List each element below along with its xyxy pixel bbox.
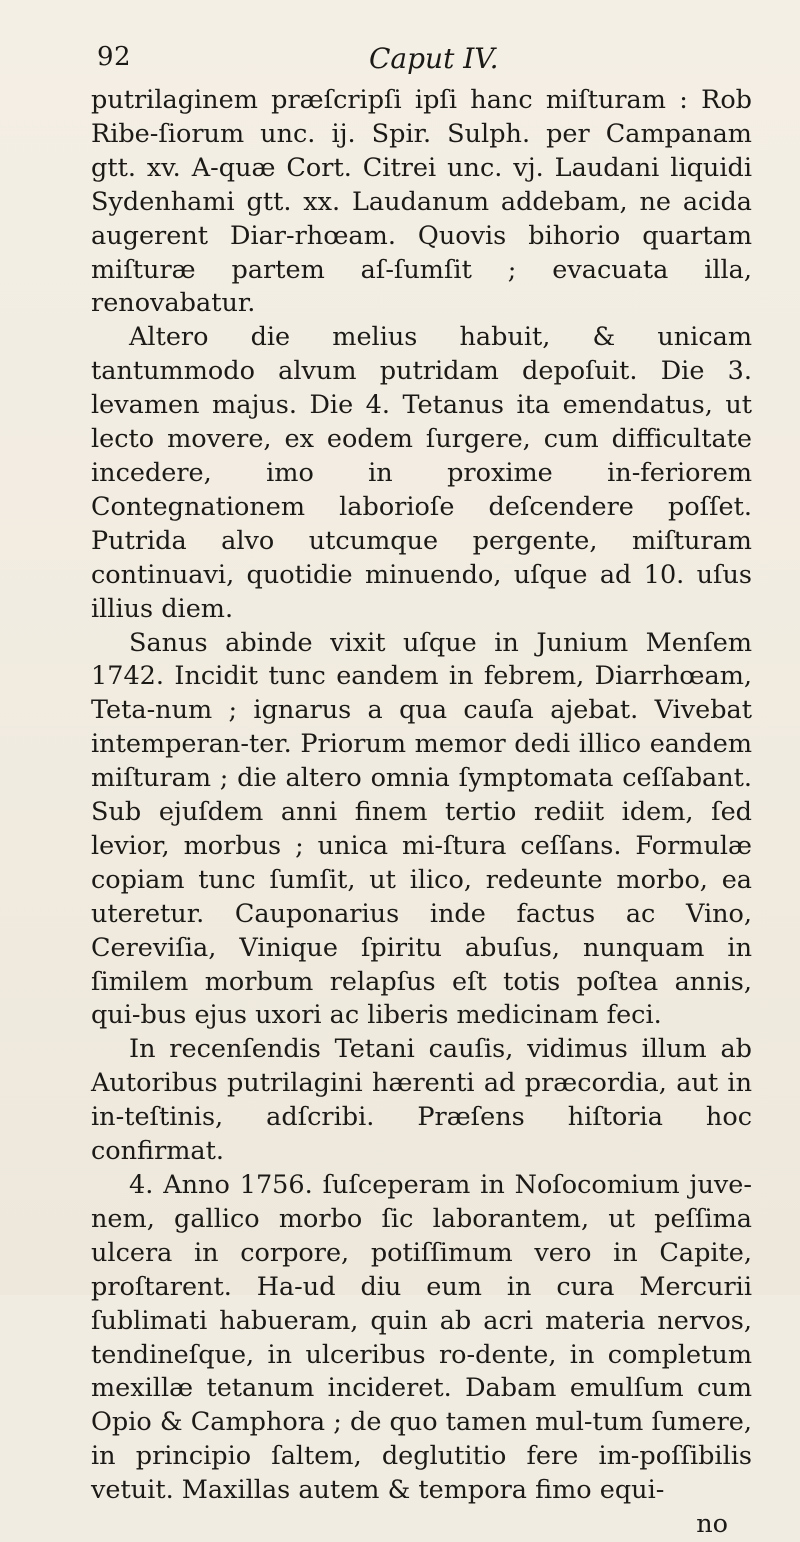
paragraph-in-recensendis: In recenſendis Tetani cauſis, vidimus illum ab Autoribus putrilagini hærenti ad præcordia, aut in in-teſtinis, adſcribi. Præſens hiſtoria hoc confirmat. [91,1034,752,1167]
body-text [91,84,752,1542]
paragraph-continuation: putrilaginem præſcripſi ipſi hanc miſturam : Rob Ribe-ſiorum unc. ij. Spir. Sulph. per Campanam gtt. xv. A-quæ Cort. Citrei unc. vj. Laudani liquidi Sydenhami gtt. xx. Laudanum addebam, ne acida augerent Diar-rhœam. Quovis bihorio quartam miſturæ partem aſ-ſumſit ; evacuata illa, renovabatur. [91,85,752,319]
paragraph-altero-die: Altero die melius habuit, & unicam tantummodo alvum putridam depoſuit. Die 3. levamen majus. Die 4. Tetanus ita emendatus, ut lecto movere, ex eodem ſurgere, cum difficultate incedere, imo in proxime in-feriorem Contegnationem laborioſe deſcendere poſſet. Putrida alvo utcumque pergente, miſturam continuavi, quotidie minuendo, uſque ad 10. uſus illius diem. [91,322,752,624]
page-tail-word: no [696,1509,728,1540]
paragraph-sanus-abinde: Sanus abinde vixit uſque in Junium Menſem 1742. Incidit tunc eandem in febrem, Diarrhœam, Teta-num ; ignarus a qua cauſa ajebat. Vivebat intemperan-ter. Priorum memor dedi illico eandem miſturam ; die altero omnia ſymptomata ceſſabant. Sub ejuſdem anni finem tertio rediit idem, ſed levior, morbus ; unica mi-ſtura ceſſans. Formulæ copiam tunc ſumſit, ut ilico, redeunte morbo, ea uteretur. Cauponarius inde factus ac Vino, Cereviſia, Vinique ſpiritu abuſus, nunquam in ſimilem morbum relapſus eſt totis poſtea annis, qui-bus ejus uxori ac liberis medicinam feci. [91,627,752,1031]
paragraph-anno-1756: 4. Anno 1756. ſuſceperam in Noſocomium juve-nem, gallico morbo ſic laborantem, ut peſſima ulcera in corpore, potiſſimum vero in Capite, proſtarent. Ha-ud diu eum in cura Mercurii ſublimati habueram, quin ab acri materia nervos, tendineſque, in ulceribus ro-dente, in completum mexillæ tetanum incideret. Dabam emulſum cum Opio & Camphora ; de quo tamen mul-tum ſumere, in principio ſaltem, deglutitio fere im-poſſibilis vetuit. Maxillas autem & tempora fimo equi- [91,1170,752,1506]
chapter-title: Caput IV. [369,42,499,75]
page-number: 92 [97,42,132,72]
running-header [91,42,752,82]
